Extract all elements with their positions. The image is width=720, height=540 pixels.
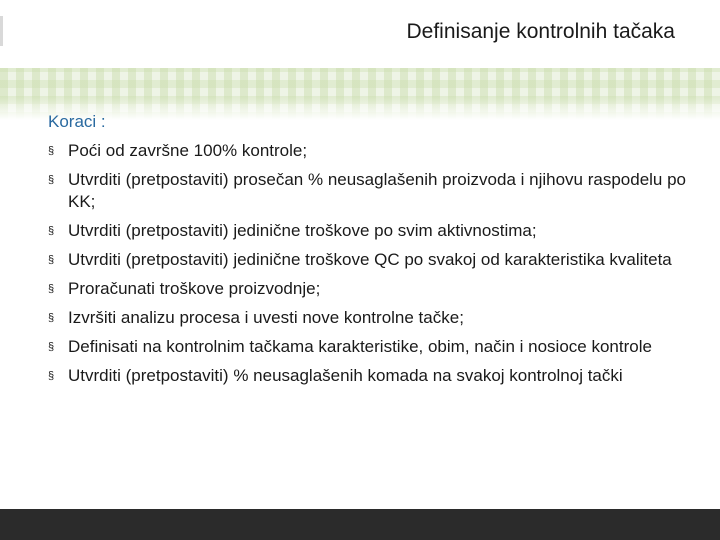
title-area	[0, 0, 720, 68]
step-item	[48, 140, 688, 162]
footer-bar	[0, 509, 720, 540]
slide-content	[48, 111, 688, 394]
step-text: Poći od završne 100% kontrole;	[68, 141, 308, 160]
steps-list	[48, 140, 688, 387]
bullet-icon: §	[48, 312, 55, 324]
bullet-icon: §	[48, 283, 55, 295]
step-text: Utvrditi (pretpostaviti) jedinične troškove QC po svakoj od karakteristika kvaliteta	[68, 250, 672, 269]
bullet-icon: §	[48, 370, 55, 382]
step-text: Utvrditi (pretpostaviti) jedinične troškove po svim aktivnostima;	[68, 221, 537, 240]
bullet-icon: §	[48, 174, 55, 186]
step-item	[48, 278, 688, 300]
bullet-icon: §	[48, 341, 55, 353]
step-text: Proračunati troškove proizvodnje;	[68, 279, 321, 298]
step-text: Izvršiti analizu procesa i uvesti nove kontrolne tačke;	[68, 308, 464, 327]
step-text: Utvrditi (pretpostaviti) % neusaglašenih komada na svakoj kontrolnoj tački	[68, 366, 623, 385]
step-text: Definisati na kontrolnim tačkama karakteristike, obim, način i nosioce kontrole	[68, 337, 652, 356]
step-item	[48, 365, 688, 387]
step-text: Utvrditi (pretpostaviti) prosečan % neusaglašenih proizvoda i njihovu raspodelu po KK;	[68, 170, 687, 211]
steps-intro: Koraci :	[48, 112, 106, 131]
step-item	[48, 336, 688, 358]
step-item	[48, 220, 688, 242]
step-item	[48, 169, 688, 213]
step-item	[48, 307, 688, 329]
bullet-icon: §	[48, 225, 55, 237]
slide-title: Definisanje kontrolnih tačaka	[406, 20, 675, 43]
bullet-icon: §	[48, 145, 55, 157]
bullet-icon: §	[48, 254, 55, 266]
step-item	[48, 249, 688, 271]
left-accent-bar	[0, 16, 3, 46]
